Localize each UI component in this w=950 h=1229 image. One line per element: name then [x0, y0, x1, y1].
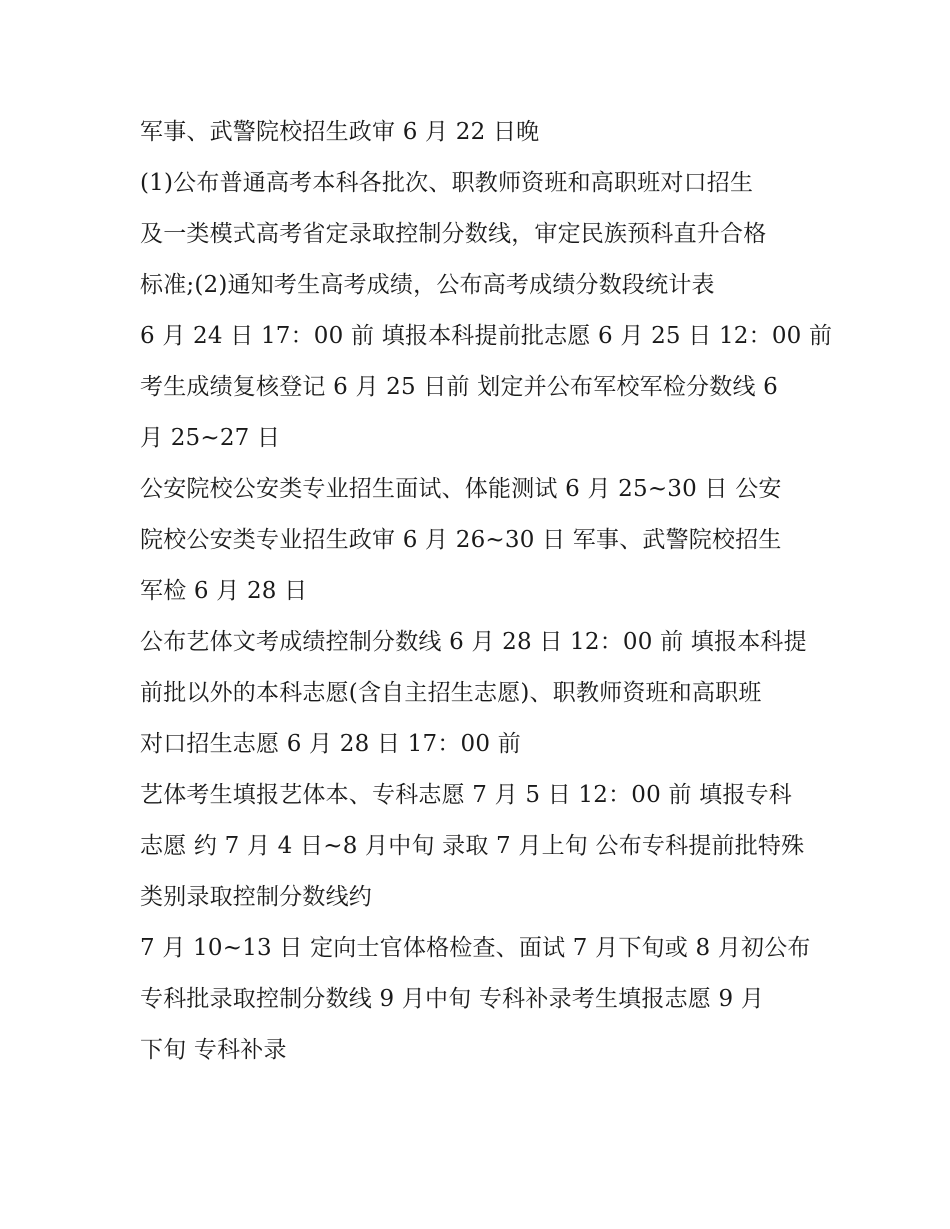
- text-line: 专科批录取控制分数线 9 月中旬 专科补录考生填报志愿 9 月: [140, 986, 765, 1012]
- text-line: 前批以外的本科志愿(含自主招生志愿)、职教师资班和高职班: [140, 680, 762, 706]
- text-line: 公安院校公安类专业招生面试、体能测试 6 月 25~30 日 公安: [140, 476, 782, 502]
- text-line: 标准;(2)通知考生高考成绩，公布高考成绩分数段统计表: [140, 272, 715, 298]
- text-line: (1)公布普通高考本科各批次、职教师资班和高职班对口招生: [140, 170, 754, 196]
- text-line: 考生成绩复核登记 6 月 25 日前 划定并公布军校军检分数线 6: [140, 374, 778, 400]
- text-line: 7 月 10~13 日 定向士官体格检查、面试 7 月下旬或 8 月初公布: [140, 935, 811, 961]
- text-line: 对口招生志愿 6 月 28 日 17：00 前: [140, 731, 521, 757]
- text-line: 志愿 约 7 月 4 日~8 月中旬 录取 7 月上旬 公布专科提前批特殊: [140, 833, 805, 859]
- text-line: 月 25~27 日: [140, 425, 281, 451]
- text-line: 6 月 24 日 17：00 前 填报本科提前批志愿 6 月 25 日 12：00 前: [140, 323, 833, 349]
- text-line: 公布艺体文考成绩控制分数线 6 月 28 日 12：00 前 填报本科提: [140, 629, 807, 655]
- text-line: 军检 6 月 28 日: [140, 578, 308, 604]
- document-body: [140, 107, 833, 1076]
- text-line: 院校公安类专业招生政审 6 月 26~30 日 军事、武警院校招生: [140, 527, 782, 553]
- text-line: 及一类模式高考省定录取控制分数线，审定民族预科直升合格: [140, 221, 767, 247]
- text-line: 下旬 专科补录: [140, 1037, 287, 1063]
- text-line: 艺体考生填报艺体本、专科志愿 7 月 5 日 12：00 前 填报专科: [140, 782, 792, 808]
- text-line: 类别录取控制分数线约: [140, 884, 372, 910]
- text-line: 军事、武警院校招生政审 6 月 22 日晚: [140, 119, 540, 145]
